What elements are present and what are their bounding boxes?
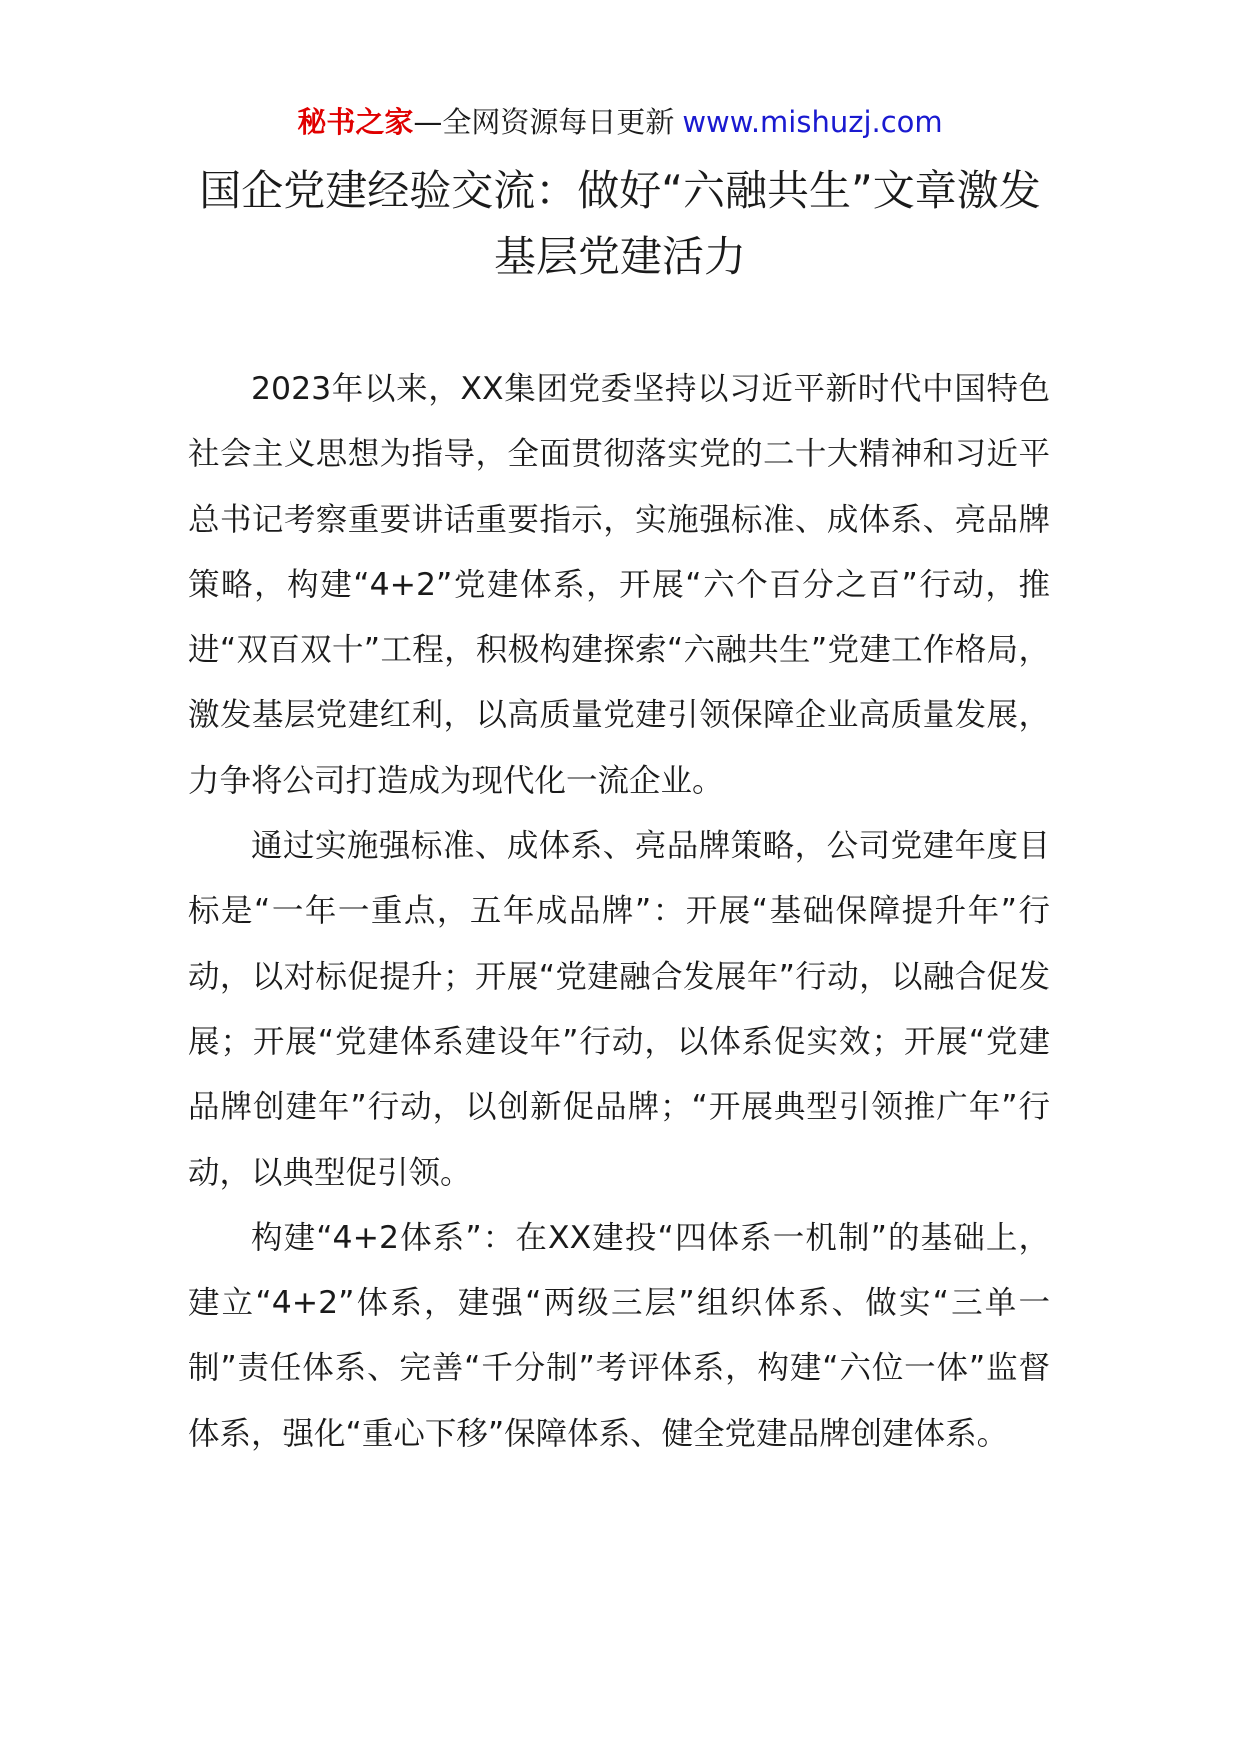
document-title: 国企党建经验交流：做好“六融共生”文章激发基层党建活力 [199,166,1041,281]
document-body [188,357,1050,1467]
paragraph-2: 通过实施强标准、成体系、亮品牌策略，公司党建年度目标是“一年一重点，五年成品牌”：开展“基础保障提升年”行动，以对标促提升；开展“党建融合发展年”行动，以融合促发展；开展“党建体系建设年”行动，以体系促实效；开展“党建品牌创建年”行动，以创新促品牌；“开展典型引领推广年”行动，以典型促引领。 [188,828,1050,1191]
paragraph-1: 2023年以来，XX集团党委坚持以习近平新时代中国特色社会主义思想为指导，全面贯彻落实党的二十大精神和习近平总书记考察重要讲话重要指示，实施强标准、成体系、亮品牌策略，构建“4+2”党建体系，开展“六个百分之百”行动，推进“双百双十”工程，积极构建探索“六融共生”党建工作格局，激发基层党建红利，以高质量党建引领保障企业高质量发展，力争将公司打造成为现代化一流企业。 [188,371,1050,799]
paragraph-3: 构建“4+2体系”：在XX建投“四体系一机制”的基础上，建立“4+2”体系，建强“两级三层”组织体系、做实“三单一制”责任体系、完善“千分制”考评体系，构建“六位一体”监督体系，强化“重心下移”保障体系、健全党建品牌创建体系。 [188,1219,1050,1452]
site-tagline: —全网资源每日更新 [413,105,675,139]
site-brand: 秘书之家 [297,105,414,139]
site-header [0,100,1240,144]
site-url-link[interactable]: www.mishuzj.com [682,105,943,139]
